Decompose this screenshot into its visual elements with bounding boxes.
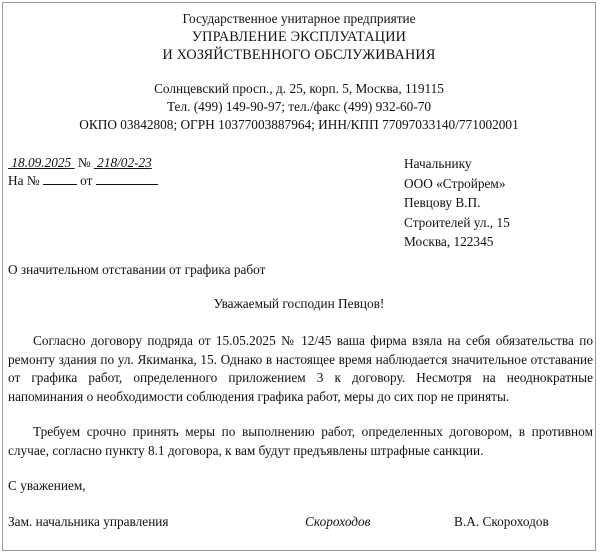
body-paragraph-2: Требуем срочно принять меры по выполнению работ, определенных договором, в противном случае, согласно пункту 8.1 договора, к вам будут предъявлены штрафные санкции. (8, 424, 593, 458)
salutation: Уважаемый господин Певцов! (213, 296, 385, 311)
org-phones: Тел. (499) 149-90-97; тел./факс (499) 932-60-70 (166, 99, 432, 114)
reply-reference (8, 172, 158, 190)
recipient-line: Строителей ул., 15 (404, 214, 510, 230)
letter-page (2, 2, 596, 551)
handwritten-signature: Скороходов (305, 514, 371, 529)
reply-from-label: от (80, 173, 93, 188)
org-codes: ОКПО 03842808; ОГРН 10377003887964; ИНН/КПП 77097033140/771002001 (79, 117, 519, 132)
signer-name: В.А. Скороходов (454, 514, 549, 529)
org-name-line1: Государственное унитарное предприятие (182, 11, 416, 26)
org-name-line2: УПРАВЛЕНИЕ ЭКСПЛУАТАЦИИ (191, 29, 407, 45)
closing: С уважением, (8, 478, 86, 493)
recipient-line: ООО «Стройрем» (404, 175, 506, 191)
recipient-block (404, 154, 510, 252)
org-address: Солнцевский просп., д. 25, корп. 5, Москва, 119115 (154, 81, 444, 96)
letter-date: 18.09.2025 (11, 155, 72, 170)
reply-date-blank (96, 172, 158, 185)
recipient-line: Певцову В.П. (404, 195, 481, 210)
number-label: № (77, 155, 91, 170)
letterhead (3, 10, 595, 64)
reply-prefix: На № (8, 173, 40, 188)
signer-position: Зам. начальника управления (8, 514, 169, 529)
outgoing-reference (8, 154, 152, 172)
org-contacts (3, 80, 595, 134)
recipient-line: Начальнику (404, 156, 472, 171)
reply-number-blank (43, 172, 77, 185)
letter-number: 218/02-23 (97, 155, 152, 170)
body-paragraph-1: Согласно договору подряда от 15.05.2025 № 12/45 ваша фирма взяла на себя обязательства по ремонту здания по ул. Якиманка, 15. Однако в настоящее время наблюдается значительное отставание от графика работ, определенного приложением 3 к договору. Несмотря на неоднократные напоминания о необходимости соблюдения графика работ, меры до сих пор не приняты. (8, 333, 593, 404)
org-name-line3: И ХОЗЯЙСТВЕННОГО ОБСЛУЖИВАНИЯ (162, 47, 436, 63)
recipient-line: Москва, 122345 (404, 234, 494, 249)
letter-subject: О значительном отставании от графика работ (8, 262, 266, 277)
